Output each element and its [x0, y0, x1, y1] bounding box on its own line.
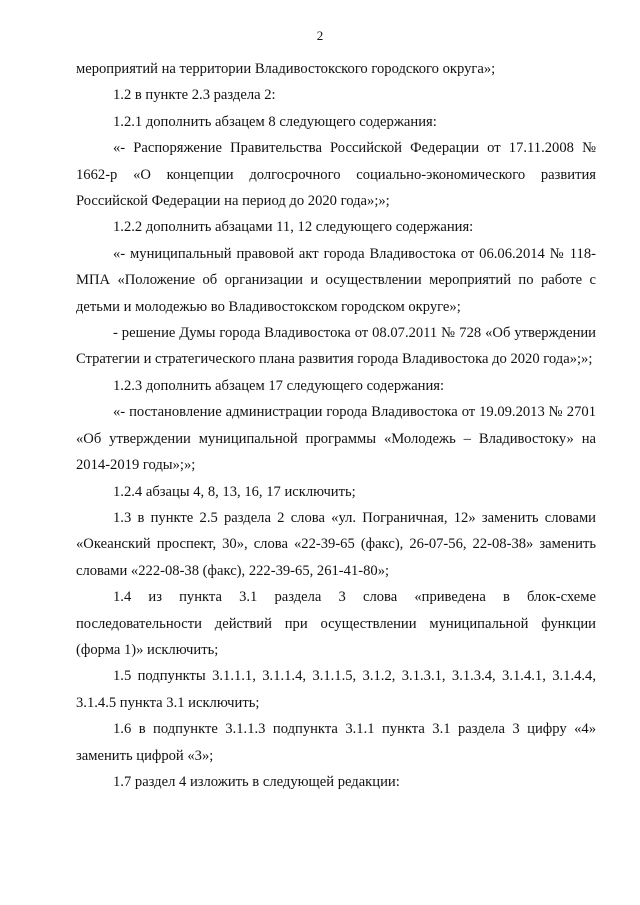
paragraph-quote-duma-decision: - решение Думы города Владивостока от 08.07.2011 № 728 «Об утверждении Стратегии и стратегического плана развития города Владивостока до 2020 года»;»; [76, 325, 596, 368]
paragraph-1-5: 1.5 подпункты 3.1.1.1, 3.1.1.4, 3.1.1.5, 3.1.2, 3.1.3.1, 3.1.3.4, 3.1.4.1, 3.1.4.4, 3.1.4.5 пункта 3.1 исключить; [76, 668, 596, 711]
paragraph-quote-municipal-act: «- муниципальный правовой акт города Владивостока от 06.06.2014 № 118-МПА «Положение об организации и осуществлении мероприятий по работе с детьми и молодежью во Владивостокском городском округе»; [76, 245, 596, 315]
paragraph-1-2-1: 1.2.1 дополнить абзацем 8 следующего содержания: [113, 113, 437, 130]
paragraph-1-4: 1.4 из пункта 3.1 раздела 3 слова «приведена в блок-схеме последовательности действий при осуществлении муниципальной функции (форма 1)» исключить; [76, 589, 596, 658]
paragraph-1-7: 1.7 раздел 4 изложить в следующей редакции: [113, 773, 400, 790]
paragraph-1-3: 1.3 в пункте 2.5 раздела 2 слова «ул. Пограничная, 12» заменить словами «Океанский проспект, 30», слова «22-39-65 (факс), 26-07-56, 22-08-38» заменить словами «222-08-38 (факс), 222-39-65, 261-41-80»; [76, 509, 596, 579]
paragraph-1-2-4: 1.2.4 абзацы 4, 8, 13, 16, 17 исключить; [113, 483, 356, 500]
paragraph-1-2-3: 1.2.3 дополнить абзацем 17 следующего содержания: [113, 377, 445, 394]
paragraph-1-2-2: 1.2.2 дополнить абзацами 11, 12 следующего содержания: [113, 219, 474, 236]
paragraph-continuation: мероприятий на территории Владивостокского городского округа»; [76, 61, 496, 77]
paragraph-1-2: 1.2 в пункте 2.3 раздела 2: [113, 87, 276, 104]
document-body [76, 56, 596, 795]
paragraph-quote-administration-decree: «- постановление администрации города Владивостока от 19.09.2013 № 2701 «Об утверждении муниципальной программы «Молодежь – Владивостоку» на 2014-2019 годы»;»; [76, 404, 596, 474]
paragraph-quote-government-order: «- Распоряжение Правительства Российской Федерации от 17.11.2008 № 1662-р «О концепции долгосрочного социально-экономического развития Российской Федерации на период до 2020 года»;»; [76, 140, 596, 210]
paragraph-1-6: 1.6 в подпункте 3.1.1.3 подпункта 3.1.1 пункта 3.1 раздела 3 цифру «4» заменить цифрой «3»; [76, 721, 596, 764]
page-number: 2 [316, 28, 324, 43]
